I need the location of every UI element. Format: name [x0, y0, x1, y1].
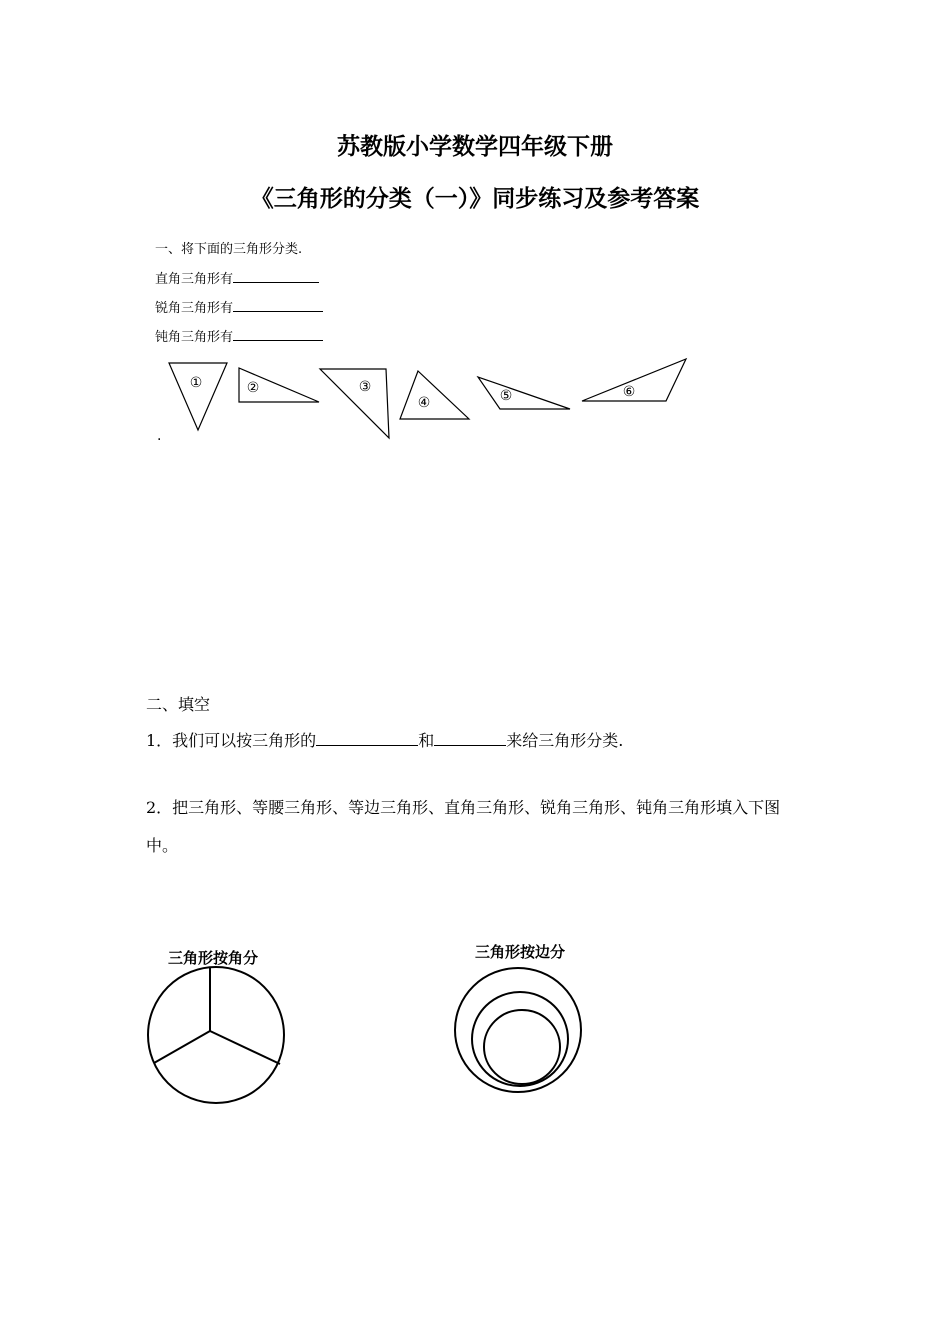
q1-text-after: 来给三角形分类. — [506, 731, 624, 750]
diagram-side-title: 三角形按边分 — [475, 943, 566, 961]
angle-circle — [148, 967, 284, 1103]
side-middle-ellipse — [472, 992, 568, 1086]
question-2-line1: 2．把三角形、等腰三角形、等边三角形、直角三角形、锐角三角形、钝角三角形填入下图 — [146, 798, 781, 817]
triangle-label: ③ — [358, 379, 372, 395]
page-title-line1: 苏教版小学数学四年级下册 — [337, 133, 613, 160]
triangle-1 — [169, 363, 227, 430]
question-1 — [146, 728, 623, 751]
row-label: 直角三角形有 — [155, 272, 234, 287]
q1-blank-1[interactable] — [316, 731, 418, 746]
triangle-label: ② — [246, 380, 260, 396]
triangle-label: ① — [189, 375, 203, 391]
row-label: 锐角三角形有 — [155, 301, 234, 316]
q1-text-mid: 和 — [418, 731, 435, 750]
triangle-5 — [478, 377, 570, 409]
section2-heading: 二、填空 — [146, 695, 211, 714]
section1-heading: 一、将下面的三角形分类. — [155, 242, 303, 257]
side-inner-ellipse — [484, 1010, 560, 1084]
q1-blank-2[interactable] — [434, 731, 506, 746]
triangle-4 — [400, 371, 469, 419]
triangle-label: ⑤ — [499, 388, 513, 404]
q1-text-before: 1．我们可以按三角形的 — [146, 731, 317, 750]
angle-divider — [210, 1031, 280, 1064]
triangle-label: ④ — [417, 395, 431, 411]
triangle-3 — [320, 369, 389, 438]
classification-diagrams — [0, 960, 950, 1130]
stray-dot: . — [157, 428, 162, 444]
angle-divider — [154, 1031, 210, 1063]
row-label: 钝角三角形有 — [155, 330, 234, 345]
page-title-line2: 《三角形的分类（一）》同步练习及参考答案 — [250, 185, 700, 212]
side-outer-ellipse — [455, 968, 581, 1092]
question-2-line2: 中。 — [146, 836, 179, 855]
triangles-figure — [0, 0, 950, 460]
diagram-angle-title: 三角形按角分 — [168, 949, 259, 967]
triangle-label: ⑥ — [622, 384, 636, 400]
